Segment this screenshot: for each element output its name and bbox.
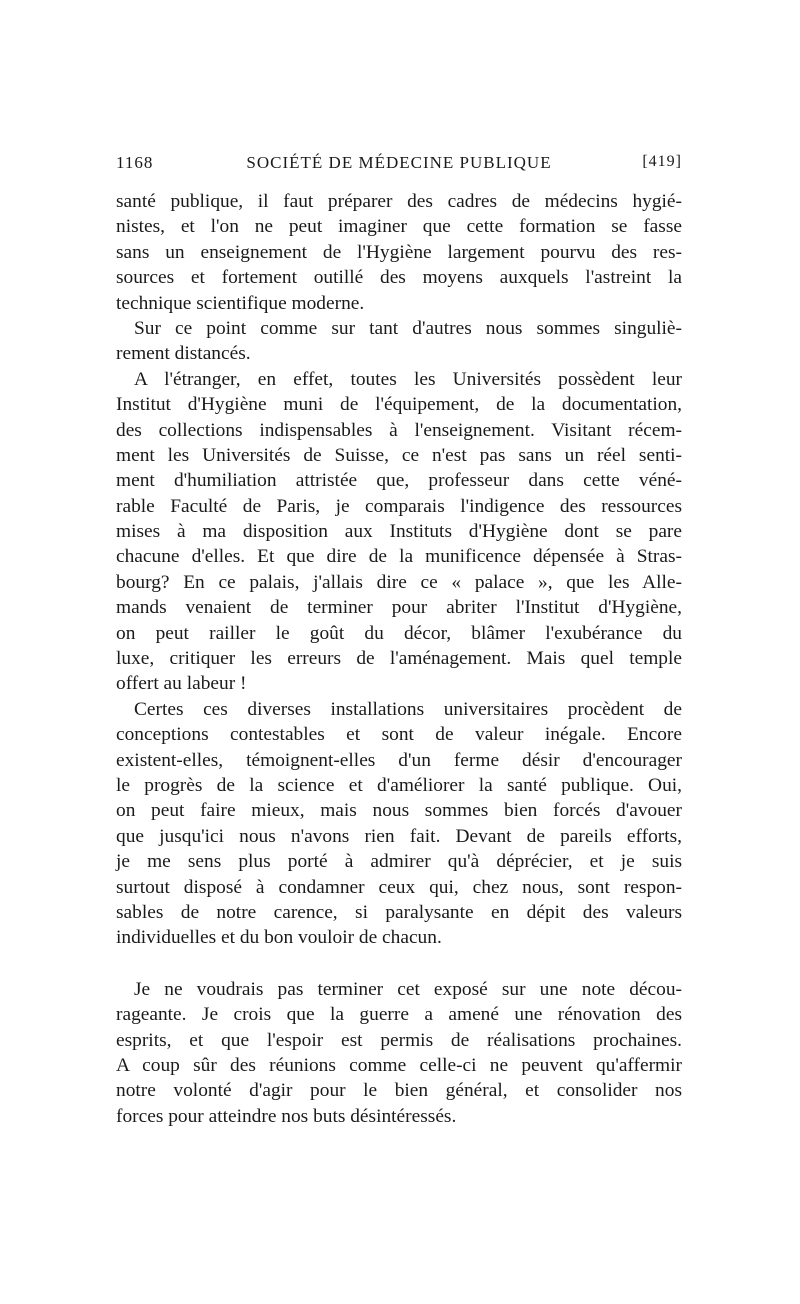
text-line: Certes ces diverses installations universitaires procèdent de [134, 698, 682, 720]
text-line: A coup sûr des réunions comme celle-ci ne peuvent qu'affermir [116, 1054, 682, 1076]
text-line: luxe, critiquer les erreurs de l'aménagement. Mais quel temple [116, 648, 682, 670]
text-line: offert au labeur ! [116, 673, 247, 695]
text-line: chacune d'elles. Et que dire de la munificence dépensée à Stras- [116, 546, 682, 568]
text-line: conceptions contestables et sont de valeur inégale. Encore [116, 724, 682, 746]
text-line: technique scientifique moderne. [116, 292, 365, 314]
folio-number: [419] [642, 153, 682, 170]
text-line: ment d'humiliation attristée que, professeur dans cette véné- [116, 470, 682, 492]
text-line: santé publique, il faut préparer des cadres de médecins hygié- [116, 191, 682, 212]
text-line: forces pour atteindre nos buts désintéressés. [116, 1105, 457, 1127]
text-line: sables de notre carence, si paralysante en dépit des valeurs [116, 901, 682, 923]
text-line: notre volonté d'agir pour le bien général, et consolider nos [116, 1080, 682, 1102]
running-title: SOCIÉTÉ DE MÉDECINE PUBLIQUE [246, 153, 552, 172]
text-line: rement distancés. [116, 343, 251, 365]
text-line: je me sens plus porté à admirer qu'à déprécier, et je suis [116, 851, 682, 873]
text-line: individuelles et du bon vouloir de chacun. [116, 927, 442, 949]
paragraph [116, 189, 682, 316]
body-text [116, 189, 682, 1129]
text-line: que jusqu'ici nous n'avons rien fait. Devant de pareils efforts, [116, 825, 682, 847]
paragraph [116, 697, 682, 951]
text-line: ment les Universités de Suisse, ce n'est pas sans un réel senti- [116, 444, 682, 466]
text-line: mands venaient de terminer pour abriter l'Institut d'Hygiène, [116, 597, 682, 619]
paragraph [116, 367, 682, 697]
page-number: 1168 [116, 153, 154, 172]
text-line: nistes, et l'on ne peut imaginer que cette formation se fasse [116, 216, 682, 238]
text-line: rable Faculté de Paris, je comparais l'indigence des ressources [116, 495, 682, 517]
running-head [116, 153, 682, 179]
text-line: Institut d'Hygiène muni de l'équipement, de la documentation, [116, 394, 682, 416]
text-line: on peut railler le goût du décor, blâmer l'exubérance du [116, 622, 682, 644]
text-line: des collections indispensables à l'enseignement. Visitant récem- [116, 419, 682, 441]
text-line: sources et fortement outillé des moyens auxquels l'astreint la [116, 267, 682, 289]
text-line: sans un enseignement de l'Hygiène largement pourvu des res- [116, 241, 682, 263]
text-line: Sur ce point comme sur tant d'autres nous sommes singuliè- [134, 317, 682, 339]
text-line: existent-elles, témoignent-elles d'un ferme désir d'encourager [116, 749, 682, 771]
text-line: Je ne voudrais pas terminer cet exposé sur une note décou- [134, 978, 682, 1000]
section-gap [116, 951, 682, 977]
text-line: mises à ma disposition aux Instituts d'Hygiène dont se pare [116, 521, 682, 543]
text-line: rageante. Je crois que la guerre a amené une rénovation des [116, 1004, 682, 1026]
text-line: A l'étranger, en effet, toutes les Universités possèdent leur [134, 368, 682, 390]
text-line: on peut faire mieux, mais nous sommes bien forcés d'avouer [116, 800, 682, 822]
text-line: esprits, et que l'espoir est permis de réalisations prochaines. [116, 1029, 682, 1051]
text-line: bourg? En ce palais, j'allais dire ce « palace », que les Alle- [116, 571, 682, 593]
paragraph [116, 316, 682, 367]
paragraph [116, 977, 682, 1129]
text-line: le progrès de la science et d'améliorer la santé publique. Oui, [116, 774, 682, 796]
text-line: surtout disposé à condamner ceux qui, chez nous, sont respon- [116, 876, 682, 898]
